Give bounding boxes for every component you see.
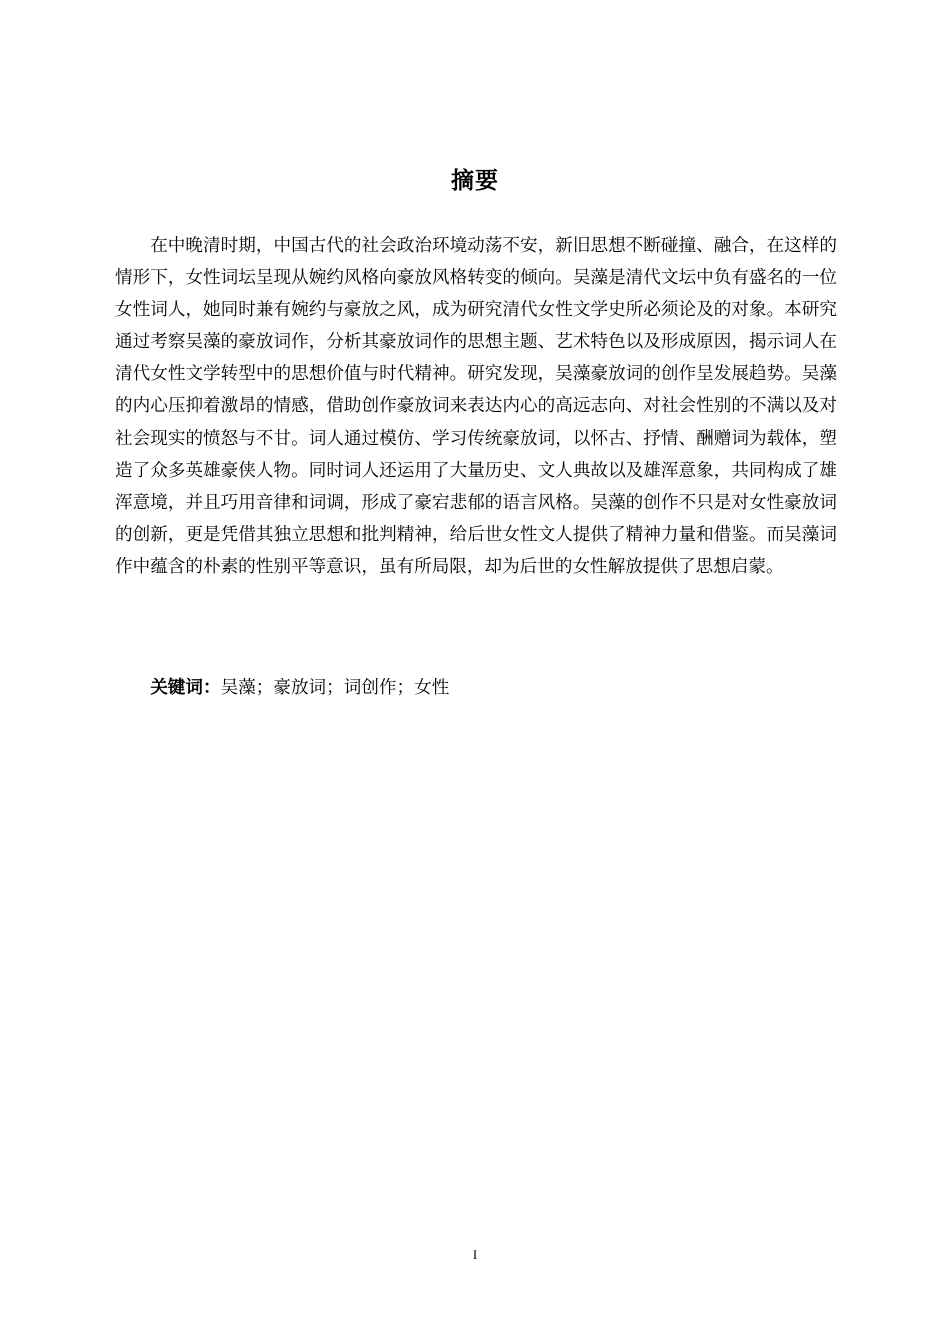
keywords-label: 关键词： (150, 678, 221, 698)
keywords-list: 吴藻；豪放词；词创作；女性 (220, 678, 450, 698)
keywords-line (115, 672, 837, 704)
abstract-title: 摘要 (451, 168, 499, 194)
abstract-body: 在中晚清时期，中国古代的社会政治环境动荡不安，新旧思想不断碰撞、融合，在这样的情形下，女性词坛呈现从婉约风格向豪放风格转变的倾向。吴藻是清代文坛中负有盛名的一位女性词人，她同时兼有婉约与豪放之风，成为研究清代女性文学史所必须论及的对象。本研究通过考察吴藻的豪放词作，分析其豪放词作的思想主题、艺术特色以及形成原因，揭示词人在清代女性文学转型中的思想价值与时代精神。研究发现，吴藻豪放词的创作呈发展趋势。吴藻的内心压抑着激昂的情感，借助创作豪放词来表达内心的高远志向、对社会性别的不满以及对社会现实的愤怒与不甘。词人通过模仿、学习传统豪放词，以怀古、抒情、酬赠词为载体，塑造了众多英雄豪侠人物。同时词人还运用了大量历史、文人典故以及雄浑意象，共同构成了雄浑意境，并且巧用音律和词调，形成了豪宕悲郁的语言风格。吴藻的创作不只是对女性豪放词的创新，更是凭借其独立思想和批判精神，给后世女性文人提供了精神力量和借鉴。而吴藻词作中蕴含的朴素的性别平等意识，虽有所局限，却为后世的女性解放提供了思想启蒙。 (115, 236, 837, 577)
page-number: I (472, 1247, 478, 1262)
